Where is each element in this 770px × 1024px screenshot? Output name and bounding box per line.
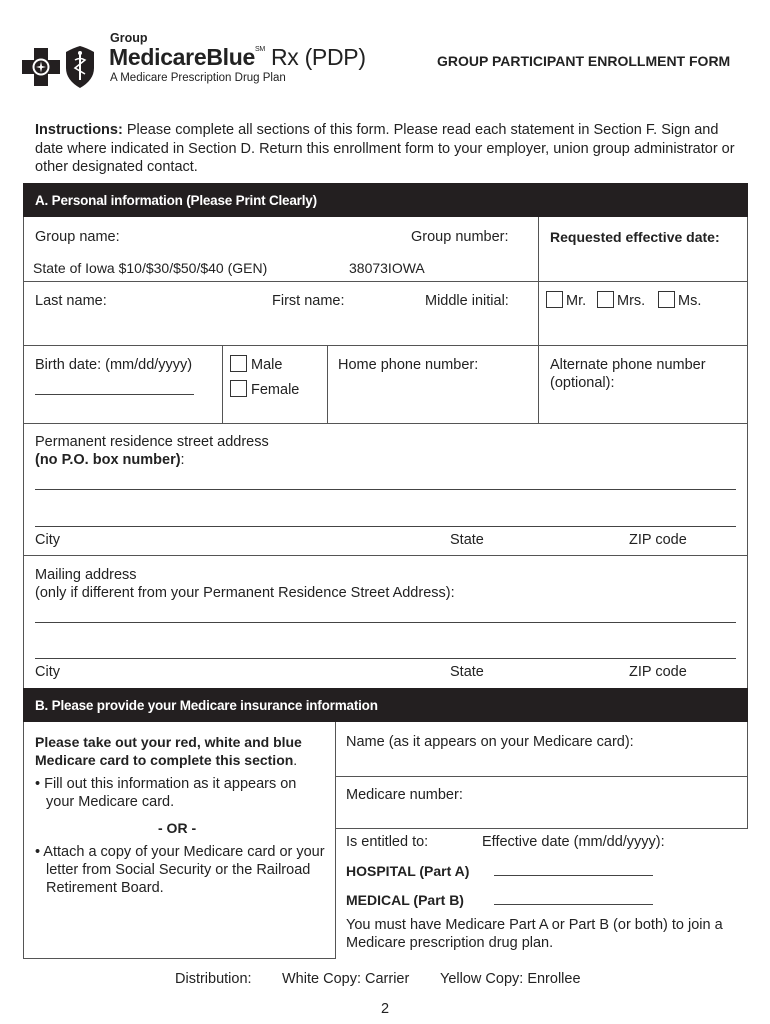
bullet-attach-copy: • Attach a copy of your Medicare card or your letter from Social Security or the Railroad Retirement Board. [35, 844, 325, 896]
frame-left-line [23, 217, 24, 688]
home-phone-label: Home phone number: [338, 357, 479, 373]
residence-note: (no P.O. box number) [35, 452, 181, 468]
city-label: City [35, 532, 60, 548]
divider [327, 345, 328, 423]
first-name-label: First name: [272, 293, 345, 309]
bottom-line [23, 958, 336, 959]
medicare-intro-period: . [293, 752, 298, 768]
mailing-label: Mailing address [35, 567, 137, 583]
requirement-note: You must have Medicare Part A or Part B (or both) to join a Medicare prescription drug plan. [346, 917, 723, 951]
divider [538, 217, 539, 281]
residence-line-1-field[interactable] [35, 489, 736, 490]
male-label: Male [251, 357, 283, 373]
brand-name [109, 44, 366, 71]
row-divider [23, 345, 748, 346]
mailing-state-label: State [450, 664, 484, 680]
or-separator: - OR - [158, 820, 197, 836]
female-checkbox[interactable] [230, 380, 247, 397]
frame-right-line [747, 722, 748, 828]
effective-date-label: Requested effective date: [550, 229, 720, 245]
instructions [35, 121, 745, 177]
group-name-field[interactable]: State of Iowa $10/$30/$50/$40 (GEN) [33, 260, 268, 276]
mailing-zip-label: ZIP code [629, 664, 687, 680]
row-divider [23, 555, 748, 556]
male-checkbox[interactable] [230, 355, 247, 372]
divider [538, 345, 539, 423]
blue-cross-logo-icon [22, 48, 60, 86]
frame-left-line [23, 722, 24, 959]
state-label: State [450, 532, 484, 548]
medicare-number-label: Medicare number: [346, 787, 463, 803]
mr-checkbox[interactable] [546, 291, 563, 308]
residence-label: Permanent residence street address [35, 434, 269, 450]
page-number: 2 [381, 1001, 390, 1017]
row-divider [335, 776, 748, 777]
frame-right-line [747, 217, 748, 688]
ms-checkbox[interactable] [658, 291, 675, 308]
medical-label: MEDICAL (Part B) [346, 892, 464, 908]
medicare-intro [35, 733, 330, 769]
female-label: Female [251, 382, 300, 398]
group-number-label: Group number: [411, 229, 509, 245]
effective-date-part-label: Effective date (mm/dd/yyyy): [482, 834, 665, 850]
row-divider [23, 281, 748, 282]
medical-date-field[interactable] [494, 904, 653, 905]
residence-note-line [35, 451, 185, 469]
instructions-text: Please complete all sections of this form. Please read each statement in Section F. Sign and date where indicated in Section D. Return this enrollment form to your employer, union group administrator or other designated contact. [35, 122, 735, 175]
residence-colon: : [180, 452, 185, 468]
brand-name-rx: Rx (PDP) [264, 44, 366, 70]
brand-group-label: Group [110, 31, 148, 45]
mr-label: Mr. [566, 293, 587, 309]
mailing-note: (only if different from your Permanent Residence Street Address): [35, 585, 455, 601]
group-name-label: Group name: [35, 229, 120, 245]
mrs-label: Mrs. [617, 293, 646, 309]
residence-line-2-field[interactable] [35, 526, 736, 527]
brand-subtitle: A Medicare Prescription Drug Plan [110, 72, 286, 84]
last-name-label: Last name: [35, 293, 107, 309]
mailing-city-label: City [35, 664, 60, 680]
birth-date-field[interactable] [35, 394, 194, 395]
birth-date-label: Birth date: (mm/dd/yyyy) [35, 357, 193, 373]
row-divider [335, 828, 748, 829]
middle-initial-label: Middle initial: [425, 293, 509, 309]
divider [222, 345, 223, 423]
divider [538, 281, 539, 345]
entitled-label: Is entitled to: [346, 834, 429, 850]
medicare-name-label: Name (as it appears on your Medicare card): [346, 734, 634, 750]
alt-phone-label: Alternate phone number (optional): [550, 357, 706, 391]
service-mark: SM [254, 46, 265, 53]
hospital-date-field[interactable] [494, 875, 653, 876]
instructions-label: Instructions: [35, 122, 123, 138]
ms-label: Ms. [678, 293, 702, 309]
zip-label: ZIP code [629, 532, 687, 548]
mailing-line-2-field[interactable] [35, 658, 736, 659]
form-title: GROUP PARTICIPANT ENROLLMENT FORM [437, 53, 731, 69]
yellow-copy-label: Yellow Copy: Enrollee [440, 971, 581, 987]
group-number-field[interactable]: 38073IOWA [349, 260, 425, 276]
white-copy-label: White Copy: Carrier [282, 971, 410, 987]
section-a-header: A. Personal information (Please Print Clearly) [23, 183, 748, 217]
row-divider [23, 423, 748, 424]
brand-name-main: MedicareBlue [109, 44, 255, 70]
medicare-intro-bold: Please take out your red, white and blue Medicare card to complete this section [35, 734, 302, 768]
mailing-line-1-field[interactable] [35, 622, 736, 623]
mrs-checkbox[interactable] [597, 291, 614, 308]
distribution-label: Distribution: [175, 971, 252, 987]
divider [335, 722, 336, 959]
blue-shield-logo-icon [64, 46, 96, 88]
hospital-label: HOSPITAL (Part A) [346, 863, 470, 879]
section-b-header: B. Please provide your Medicare insurance information [23, 688, 748, 722]
bullet-fill-out: • Fill out this information as it appears on your Medicare card. [35, 776, 297, 810]
